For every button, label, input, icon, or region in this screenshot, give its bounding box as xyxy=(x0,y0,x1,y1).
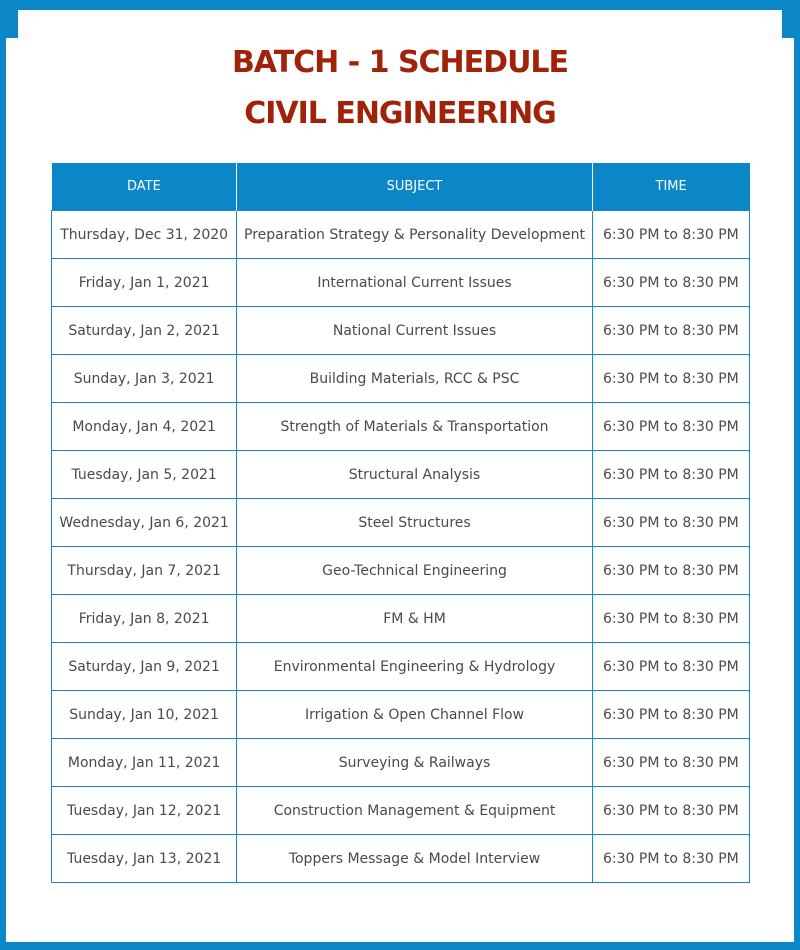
cell-subject: FM & HM xyxy=(237,595,592,643)
cell-subject: Strength of Materials & Transportation xyxy=(237,403,592,451)
schedule-table xyxy=(51,163,750,883)
cell-date: Tuesday, Jan 13, 2021 xyxy=(52,835,237,883)
cell-date: Sunday, Jan 3, 2021 xyxy=(52,355,237,403)
table-row xyxy=(52,739,750,787)
table-row xyxy=(52,211,750,259)
cell-date: Monday, Jan 4, 2021 xyxy=(52,403,237,451)
cell-time: 6:30 PM to 8:30 PM xyxy=(592,307,749,355)
cell-time: 6:30 PM to 8:30 PM xyxy=(592,403,749,451)
cell-subject: National Current Issues xyxy=(237,307,592,355)
table-row xyxy=(52,499,750,547)
schedule-subtitle: CIVIL ENGINEERING xyxy=(244,96,556,131)
cell-subject: Structural Analysis xyxy=(237,451,592,499)
cell-subject: International Current Issues xyxy=(237,259,592,307)
frame-corner-right xyxy=(782,10,794,38)
cell-date: Friday, Jan 1, 2021 xyxy=(52,259,237,307)
cell-date: Monday, Jan 11, 2021 xyxy=(52,739,237,787)
cell-date: Wednesday, Jan 6, 2021 xyxy=(52,499,237,547)
cell-time: 6:30 PM to 8:30 PM xyxy=(592,355,749,403)
table-row xyxy=(52,547,750,595)
cell-date: Tuesday, Jan 5, 2021 xyxy=(52,451,237,499)
cell-date: Friday, Jan 8, 2021 xyxy=(52,595,237,643)
cell-time: 6:30 PM to 8:30 PM xyxy=(592,211,749,259)
cell-subject: Toppers Message & Model Interview xyxy=(237,835,592,883)
table-row xyxy=(52,355,750,403)
column-header-date: DATE xyxy=(52,163,237,211)
cell-time: 6:30 PM to 8:30 PM xyxy=(592,739,749,787)
cell-date: Sunday, Jan 10, 2021 xyxy=(52,691,237,739)
cell-time: 6:30 PM to 8:30 PM xyxy=(592,595,749,643)
cell-subject: Preparation Strategy & Personality Development xyxy=(237,211,592,259)
cell-time: 6:30 PM to 8:30 PM xyxy=(592,643,749,691)
cell-time: 6:30 PM to 8:30 PM xyxy=(592,691,749,739)
table-row xyxy=(52,787,750,835)
table-row xyxy=(52,259,750,307)
table-row xyxy=(52,403,750,451)
schedule-title: BATCH - 1 SCHEDULE xyxy=(231,45,569,80)
cell-time: 6:30 PM to 8:30 PM xyxy=(592,499,749,547)
table-row xyxy=(52,643,750,691)
table-row xyxy=(52,307,750,355)
cell-subject: Geo-Technical Engineering xyxy=(237,547,592,595)
column-header-subject: SUBJECT xyxy=(237,163,592,211)
cell-date: Saturday, Jan 2, 2021 xyxy=(52,307,237,355)
cell-subject: Construction Management & Equipment xyxy=(237,787,592,835)
table-row xyxy=(52,595,750,643)
table-row xyxy=(52,691,750,739)
cell-subject: Environmental Engineering & Hydrology xyxy=(237,643,592,691)
table-row xyxy=(52,451,750,499)
table-row xyxy=(52,835,750,883)
cell-time: 6:30 PM to 8:30 PM xyxy=(592,787,749,835)
cell-time: 6:30 PM to 8:30 PM xyxy=(592,451,749,499)
cell-subject: Building Materials, RCC & PSC xyxy=(237,355,592,403)
column-header-time: TIME xyxy=(592,163,749,211)
cell-time: 6:30 PM to 8:30 PM xyxy=(592,259,749,307)
cell-date: Saturday, Jan 9, 2021 xyxy=(52,643,237,691)
frame-corner-left xyxy=(6,10,18,38)
cell-date: Thursday, Jan 7, 2021 xyxy=(52,547,237,595)
cell-date: Tuesday, Jan 12, 2021 xyxy=(52,787,237,835)
cell-subject: Steel Structures xyxy=(237,499,592,547)
cell-subject: Surveying & Railways xyxy=(237,739,592,787)
table-body xyxy=(52,211,750,883)
table-header-row xyxy=(52,163,750,211)
cell-time: 6:30 PM to 8:30 PM xyxy=(592,547,749,595)
cell-time: 6:30 PM to 8:30 PM xyxy=(592,835,749,883)
cell-subject: Irrigation & Open Channel Flow xyxy=(237,691,592,739)
cell-date: Thursday, Dec 31, 2020 xyxy=(52,211,237,259)
